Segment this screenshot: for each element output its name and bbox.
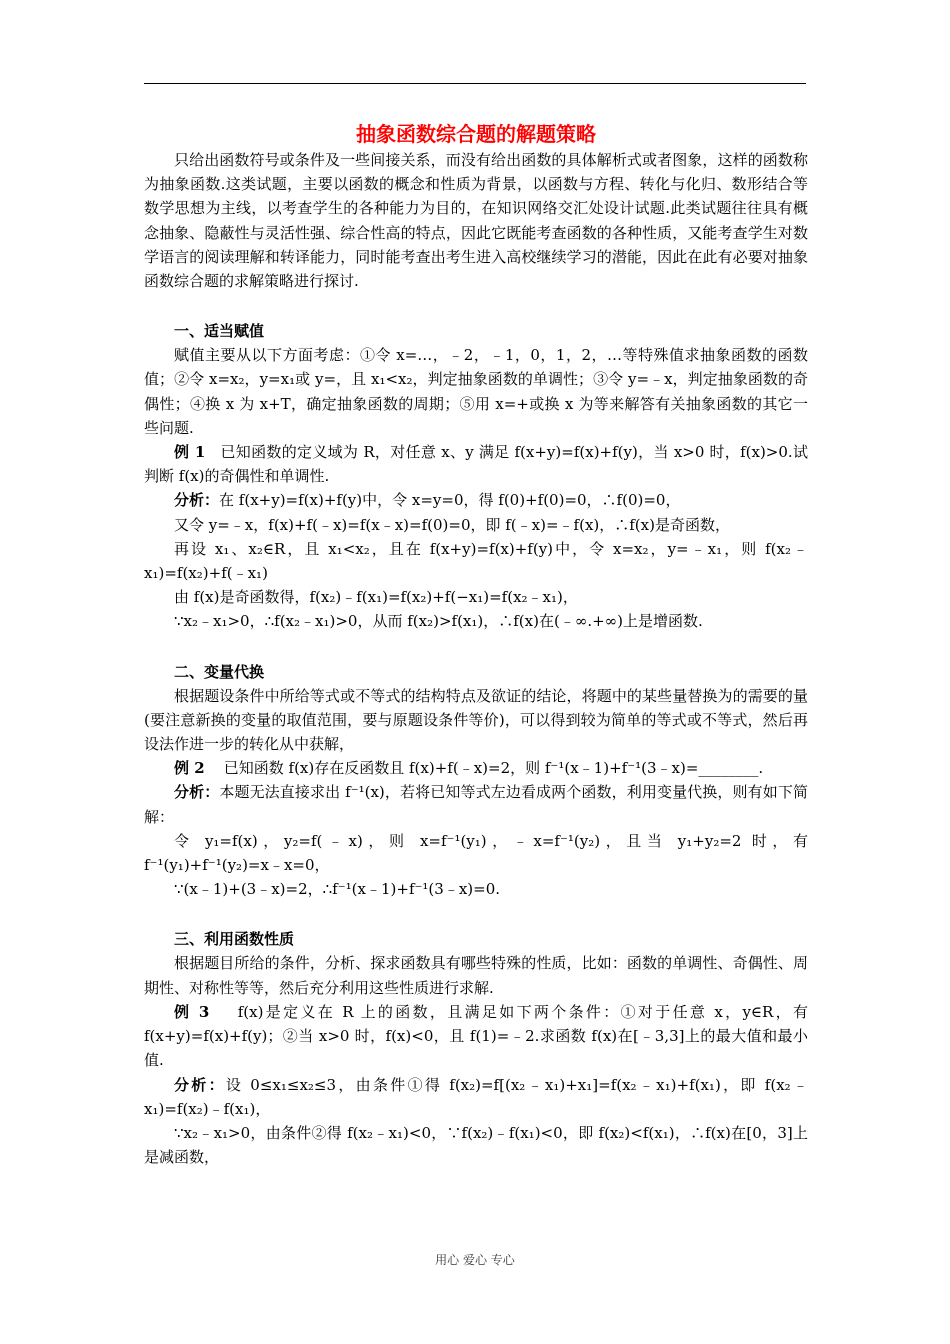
analysis-1-line-4: 由 f(x)是奇函数得，f(x₂)﹣f(x₁)=f(x₂)+f(−x₁)=f(x₂﹣x₁)， bbox=[174, 588, 578, 607]
page-title: 抽象函数综合题的解题策略 bbox=[356, 122, 596, 146]
analysis-1-line-5: ∵x₂﹣x₁>0，∴f(x₂﹣x₁)>0，从而 f(x₂)>f(x₁)，∴f(x)在(﹣∞.+∞)上是增函数. bbox=[174, 612, 703, 631]
analysis-2-line-2: ∵(x﹣1)+(3﹣x)=2，∴f⁻¹(x﹣1)+f⁻¹(3﹣x)=0. bbox=[174, 880, 501, 899]
analysis-1-line-3: 再设 x₁、x₂∈R，且 x₁<x₂，且在 f(x+y)=f(x)+f(y)中，令 x=x₂，y=﹣x₁，则 f(x₂﹣x₁)=f(x₂)+f(﹣x₁) bbox=[144, 539, 808, 583]
example-1-text: 已知函数的定义域为 R，对任意 x、y 满足 f(x+y)=f(x)+f(y)，当 x>0 时，f(x)>0.试判断 f(x)的奇偶性和单调性. bbox=[144, 443, 808, 486]
example-2 bbox=[144, 756, 808, 780]
analysis-3-label: 分析： bbox=[174, 1075, 226, 1094]
analysis-3-text-1: 设 0≤x₁≤x₂≤3，由条件①得 f(x₂)=f[(x₂﹣x₁)+x₁]=f(x₂﹣x₁)+f(x₁)，即 f(x₂﹣x₁)=f(x₂)﹣f(x₁)， bbox=[144, 1075, 808, 1118]
header-rule bbox=[144, 83, 806, 84]
analysis-1-line-1 bbox=[144, 488, 808, 512]
analysis-2-text-0: 本题无法直接求出 f⁻¹(x)，若将已知等式左边看成两个函数，利用变量代换，则有如下简解： bbox=[144, 783, 808, 826]
page-footer: 用心 爱心 专心 bbox=[435, 1253, 515, 1267]
section-2-heading: 二、变量代换 bbox=[174, 662, 265, 681]
section-1-body: 赋值主要从以下方面考虑：①令 x=…，﹣2，﹣1，0，1，2，…等特殊值求抽象函数的函数值；②令 x=x₂，y=x₁或 y=，且 x₁<x₂，判定抽象函数的单调性；③令 y=﹣x，判定抽象函数的奇偶性；④换 x 为 x+T，确定抽象函数的周期；⑤用 x=+或换 x 为等来解答有关抽象函数的其它一些问题. bbox=[144, 346, 808, 437]
document-body bbox=[144, 120, 808, 1169]
analysis-2-line-1: 令 y₁=f(x)，y₂=f(﹣x)，则 x=f⁻¹(y₁)，﹣x=f⁻¹(y₂)，且当 y₁+y₂=2 时，有 f⁻¹(y₁)+f⁻¹(y₂)=x﹣x=0， bbox=[144, 831, 808, 875]
section-1-heading: 一、适当赋值 bbox=[174, 322, 265, 341]
analysis-1-text-1: 在 f(x+y)=f(x)+f(y)中，令 x=y=0，得 f(0)+f(0)=0，∴f(0)=0， bbox=[219, 491, 681, 510]
example-3 bbox=[144, 1000, 808, 1073]
analysis-1-line-2: 又令 y=﹣x，f(x)+f(﹣x)=f(x﹣x)=f(0)=0，即 f(﹣x)=﹣f(x)，∴f(x)是奇函数， bbox=[174, 515, 730, 534]
analysis-2-line-0 bbox=[144, 780, 808, 828]
analysis-3-line-1 bbox=[144, 1073, 808, 1121]
example-2-text: 已知函数 f(x)存在反函数且 f(x)+f(﹣x)=2，则 f⁻¹(x﹣1)+f⁻¹(3﹣x)=________. bbox=[223, 759, 764, 778]
example-1-label: 例 1 bbox=[174, 443, 206, 462]
analysis-1-label: 分析： bbox=[174, 491, 220, 510]
section-3-heading: 三、利用函数性质 bbox=[174, 930, 295, 949]
example-2-label: 例 2 bbox=[174, 759, 205, 778]
example-3-label: 例 3 bbox=[174, 1002, 210, 1021]
example-1 bbox=[144, 440, 808, 488]
example-3-text: f(x)是定义在 R 上的函数，且满足如下两个条件：①对于任意 x，y∈R，有 f(x+y)=f(x)+f(y)；②当 x>0 时，f(x)<0，且 f(1)=﹣2.求函数 f(x)在[﹣3,3]上的最大值和最小值. bbox=[144, 1002, 808, 1070]
intro-paragraph: 只给出函数符号或条件及一些间接关系，而没有给出函数的具体解析式或者图象，这样的函数称为抽象函数.这类试题，主要以函数的概念和性质为背景，以函数与方程、转化与化归、数形结合等数学思想为主线，以考查学生的各种能力为目的，在知识网络交汇处设计试题.此类试题往往具有概念抽象、隐蔽性与灵活性强、综合性高的特点，因此它既能考查函数的各种性质，又能考查学生对数学语言的阅读理解和转译能力，同时能考查出考生进入高校继续学习的潜能，因此在此有必要对抽象函数综合题的求解策略进行探讨. bbox=[144, 151, 808, 291]
section-2-body: 根据题设条件中所给等式或不等式的结构特点及欲证的结论，将题中的某些量替换为的需要的量(要注意新换的变量的取值范围，要与原题设条件等价)，可以得到较为简单的等式或不等式，然后再设法作进一步的转化从中获解， bbox=[144, 686, 808, 754]
analysis-2-label: 分析： bbox=[174, 783, 220, 802]
section-3-body: 根据题目所给的条件，分析、探求函数具有哪些特殊的性质，比如：函数的单调性、奇偶性、周期性、对称性等等，然后充分利用这些性质进行求解. bbox=[144, 954, 808, 997]
analysis-3-line-2: ∵x₂﹣x₁>0，由条件②得 f(x₂﹣x₁)<0，∵f(x₂)﹣f(x₁)<0，即 f(x₂)<f(x₁)，∴f(x)在[0，3]上是减函数， bbox=[144, 1123, 808, 1167]
